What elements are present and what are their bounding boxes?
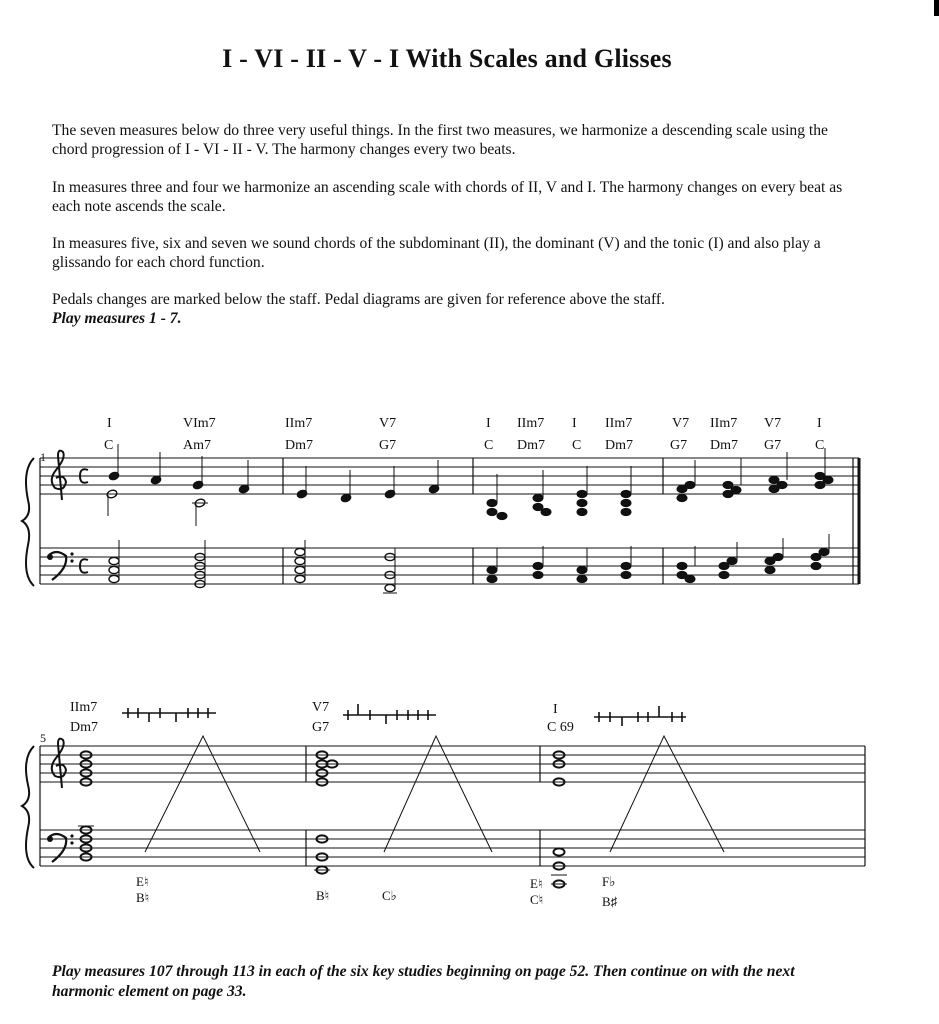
page-title: I - VI - II - V - I With Scales and Glisses <box>222 44 672 73</box>
measure-number-1: 1 <box>40 450 46 464</box>
pedal-marking-5-bottom: B♯ <box>602 894 618 909</box>
system-2 <box>22 736 865 888</box>
measure-3-treble <box>487 466 631 520</box>
measure-1-bass <box>109 540 205 588</box>
chord-9-roman: V7 <box>672 416 690 431</box>
pedal-marking-3-bottom: C♭ <box>382 888 397 903</box>
measure-3-bass <box>487 546 631 583</box>
pedal-markings <box>136 874 617 909</box>
chord-9-name: G7 <box>670 438 688 453</box>
chord-12-name: C <box>815 438 825 453</box>
chord-7-name: C <box>572 438 582 453</box>
chord-14-name: G7 <box>312 720 330 735</box>
pedals-text: Pedals changes are marked below the staff. Pedal diagrams are given for reference above the staff. <box>52 291 665 308</box>
chord-2-name: Am7 <box>183 438 211 453</box>
chord-labels-system-2 <box>40 700 574 745</box>
chord-8-roman: IIm7 <box>605 416 633 431</box>
pedal-marking-1-bottom: B♮ <box>136 890 150 905</box>
chord-4-name: G7 <box>379 438 397 453</box>
chord-11-roman: V7 <box>764 416 782 431</box>
bass-staff-2 <box>40 830 865 866</box>
chord-5-roman: I <box>486 416 491 431</box>
chord-15-roman: I <box>553 702 558 717</box>
pedal-marking-2-bottom: B♮ <box>316 888 330 903</box>
footer-instruction: Play measures 107 through 113 in each of the six key studies beginning on page 52. Then continue on with the next harmonic element on page 33. <box>52 963 795 1000</box>
pedal-diagram-1 <box>122 708 216 722</box>
glissando-lines <box>145 736 724 852</box>
pedal-diagram-2 <box>343 704 436 724</box>
chord-labels-system-1 <box>40 416 824 464</box>
chord-2-roman: VIm7 <box>183 416 216 431</box>
pedal-diagram-3 <box>594 706 686 726</box>
play-instruction: Play measures 1 - 7. <box>52 310 182 327</box>
bass-staff-1 <box>40 548 859 584</box>
chord-10-roman: IIm7 <box>710 416 738 431</box>
brace-2 <box>22 746 34 868</box>
chord-7-roman: I <box>572 416 577 431</box>
system-1 <box>22 444 859 593</box>
chord-12-roman: I <box>817 416 822 431</box>
treble-staff-2 <box>40 746 865 782</box>
chord-5-name: C <box>484 438 494 453</box>
paragraph-intro: The seven measures below do three very useful things. In the first two measures, we harmonize a descending scale using the chord progression of I - VI - II - V. The harmony changes every two beats. <box>52 122 828 158</box>
chord-10-name: Dm7 <box>710 438 738 453</box>
chord-1-roman: I <box>107 416 112 431</box>
chord-3-name: Dm7 <box>285 438 313 453</box>
chord-14-roman: V7 <box>312 700 330 715</box>
measure-6-chords <box>314 751 338 873</box>
pedal-marking-1-top: E♮ <box>136 874 149 889</box>
pedal-marking-5-top: F♭ <box>602 874 616 889</box>
pedal-marking-4-bottom: C♮ <box>530 892 544 907</box>
chord-13-roman: IIm7 <box>70 700 98 715</box>
measure-7-chords <box>551 751 567 887</box>
chord-15-name: C 69 <box>547 720 574 735</box>
pedal-marking-4-top: E♮ <box>530 876 543 891</box>
measure-number-5: 5 <box>40 731 46 745</box>
chord-3-roman: IIm7 <box>285 416 313 431</box>
paragraph-measures-5-7: In measures five, six and seven we sound chords of the subdominant (II), the dominant (V) and the tonic (I) and also play a glissando for each chord function. <box>52 235 821 271</box>
measure-2-treble <box>296 460 440 503</box>
measure-5-chords <box>78 751 94 860</box>
paragraph-measures-3-4: In measures three and four we harmonize an ascending scale with chords of II, V and I. The harmony changes on every beat as each note ascends the scale. <box>52 179 843 215</box>
chord-6-name: Dm7 <box>517 438 545 453</box>
chord-11-name: G7 <box>764 438 782 453</box>
chord-1-name: C <box>104 438 114 453</box>
chord-8-name: Dm7 <box>605 438 633 453</box>
chord-4-roman: V7 <box>379 416 397 431</box>
barlines-1 <box>40 458 859 584</box>
brace-1 <box>22 458 34 586</box>
chord-6-roman: IIm7 <box>517 416 545 431</box>
chord-13-name: Dm7 <box>70 720 98 735</box>
